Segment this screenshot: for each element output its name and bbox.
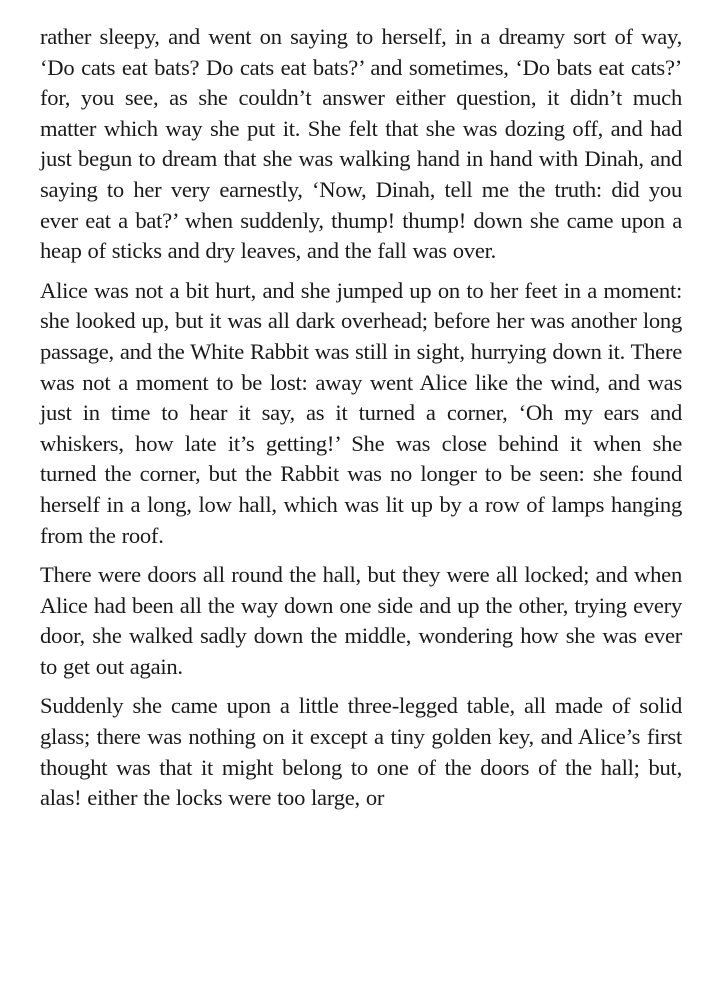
paragraph-1: rather sleepy, and went on saying to herself, in a dreamy sort of way, ‘Do cats eat bats? Do cats eat bats?’ and sometimes, ‘Do bats eat cats?’ for, you see, as she couldn’t answer either question, it didn’t much matter which way she put it. She felt that she was dozing off, and had just begun to dream that she was walking hand in hand with Dinah, and saying to her very earnestly, ‘Now, Dinah, tell me the truth: did you ever eat a bat?’ when suddenly, thump! thump! down she came upon a heap of sticks and dry leaves, and the fall was over. (40, 24, 682, 264)
page-body (40, 22, 682, 814)
paragraph-3: There were doors all round the hall, but they were all locked; and when Alice had been all the way down one side and up the other, trying every door, she walked sadly down the middle, wondering how she was ever to get out again. (40, 562, 682, 679)
paragraph-4: Suddenly she came upon a little three-legged table, all made of solid glass; there was nothing on it except a tiny golden key, and Alice’s first thought was that it might belong to one of the doors of the hall; but, alas! either the locks were too large, or (40, 693, 682, 811)
paragraph-2: Alice was not a bit hurt, and she jumped up on to her feet in a moment: she looked up, but it was all dark overhead; before her was another long passage, and the White Rabbit was still in sight, hurrying down it. There was not a moment to be lost: away went Alice like the wind, and was just in time to hear it say, as it turned a corner, ‘Oh my ears and whiskers, how late it’s getting!’ She was close behind it when she turned the corner, but the Rabbit was no longer to be seen: she found herself in a long, low hall, which was lit up by a row of lamps hanging from the roof. (40, 277, 682, 548)
